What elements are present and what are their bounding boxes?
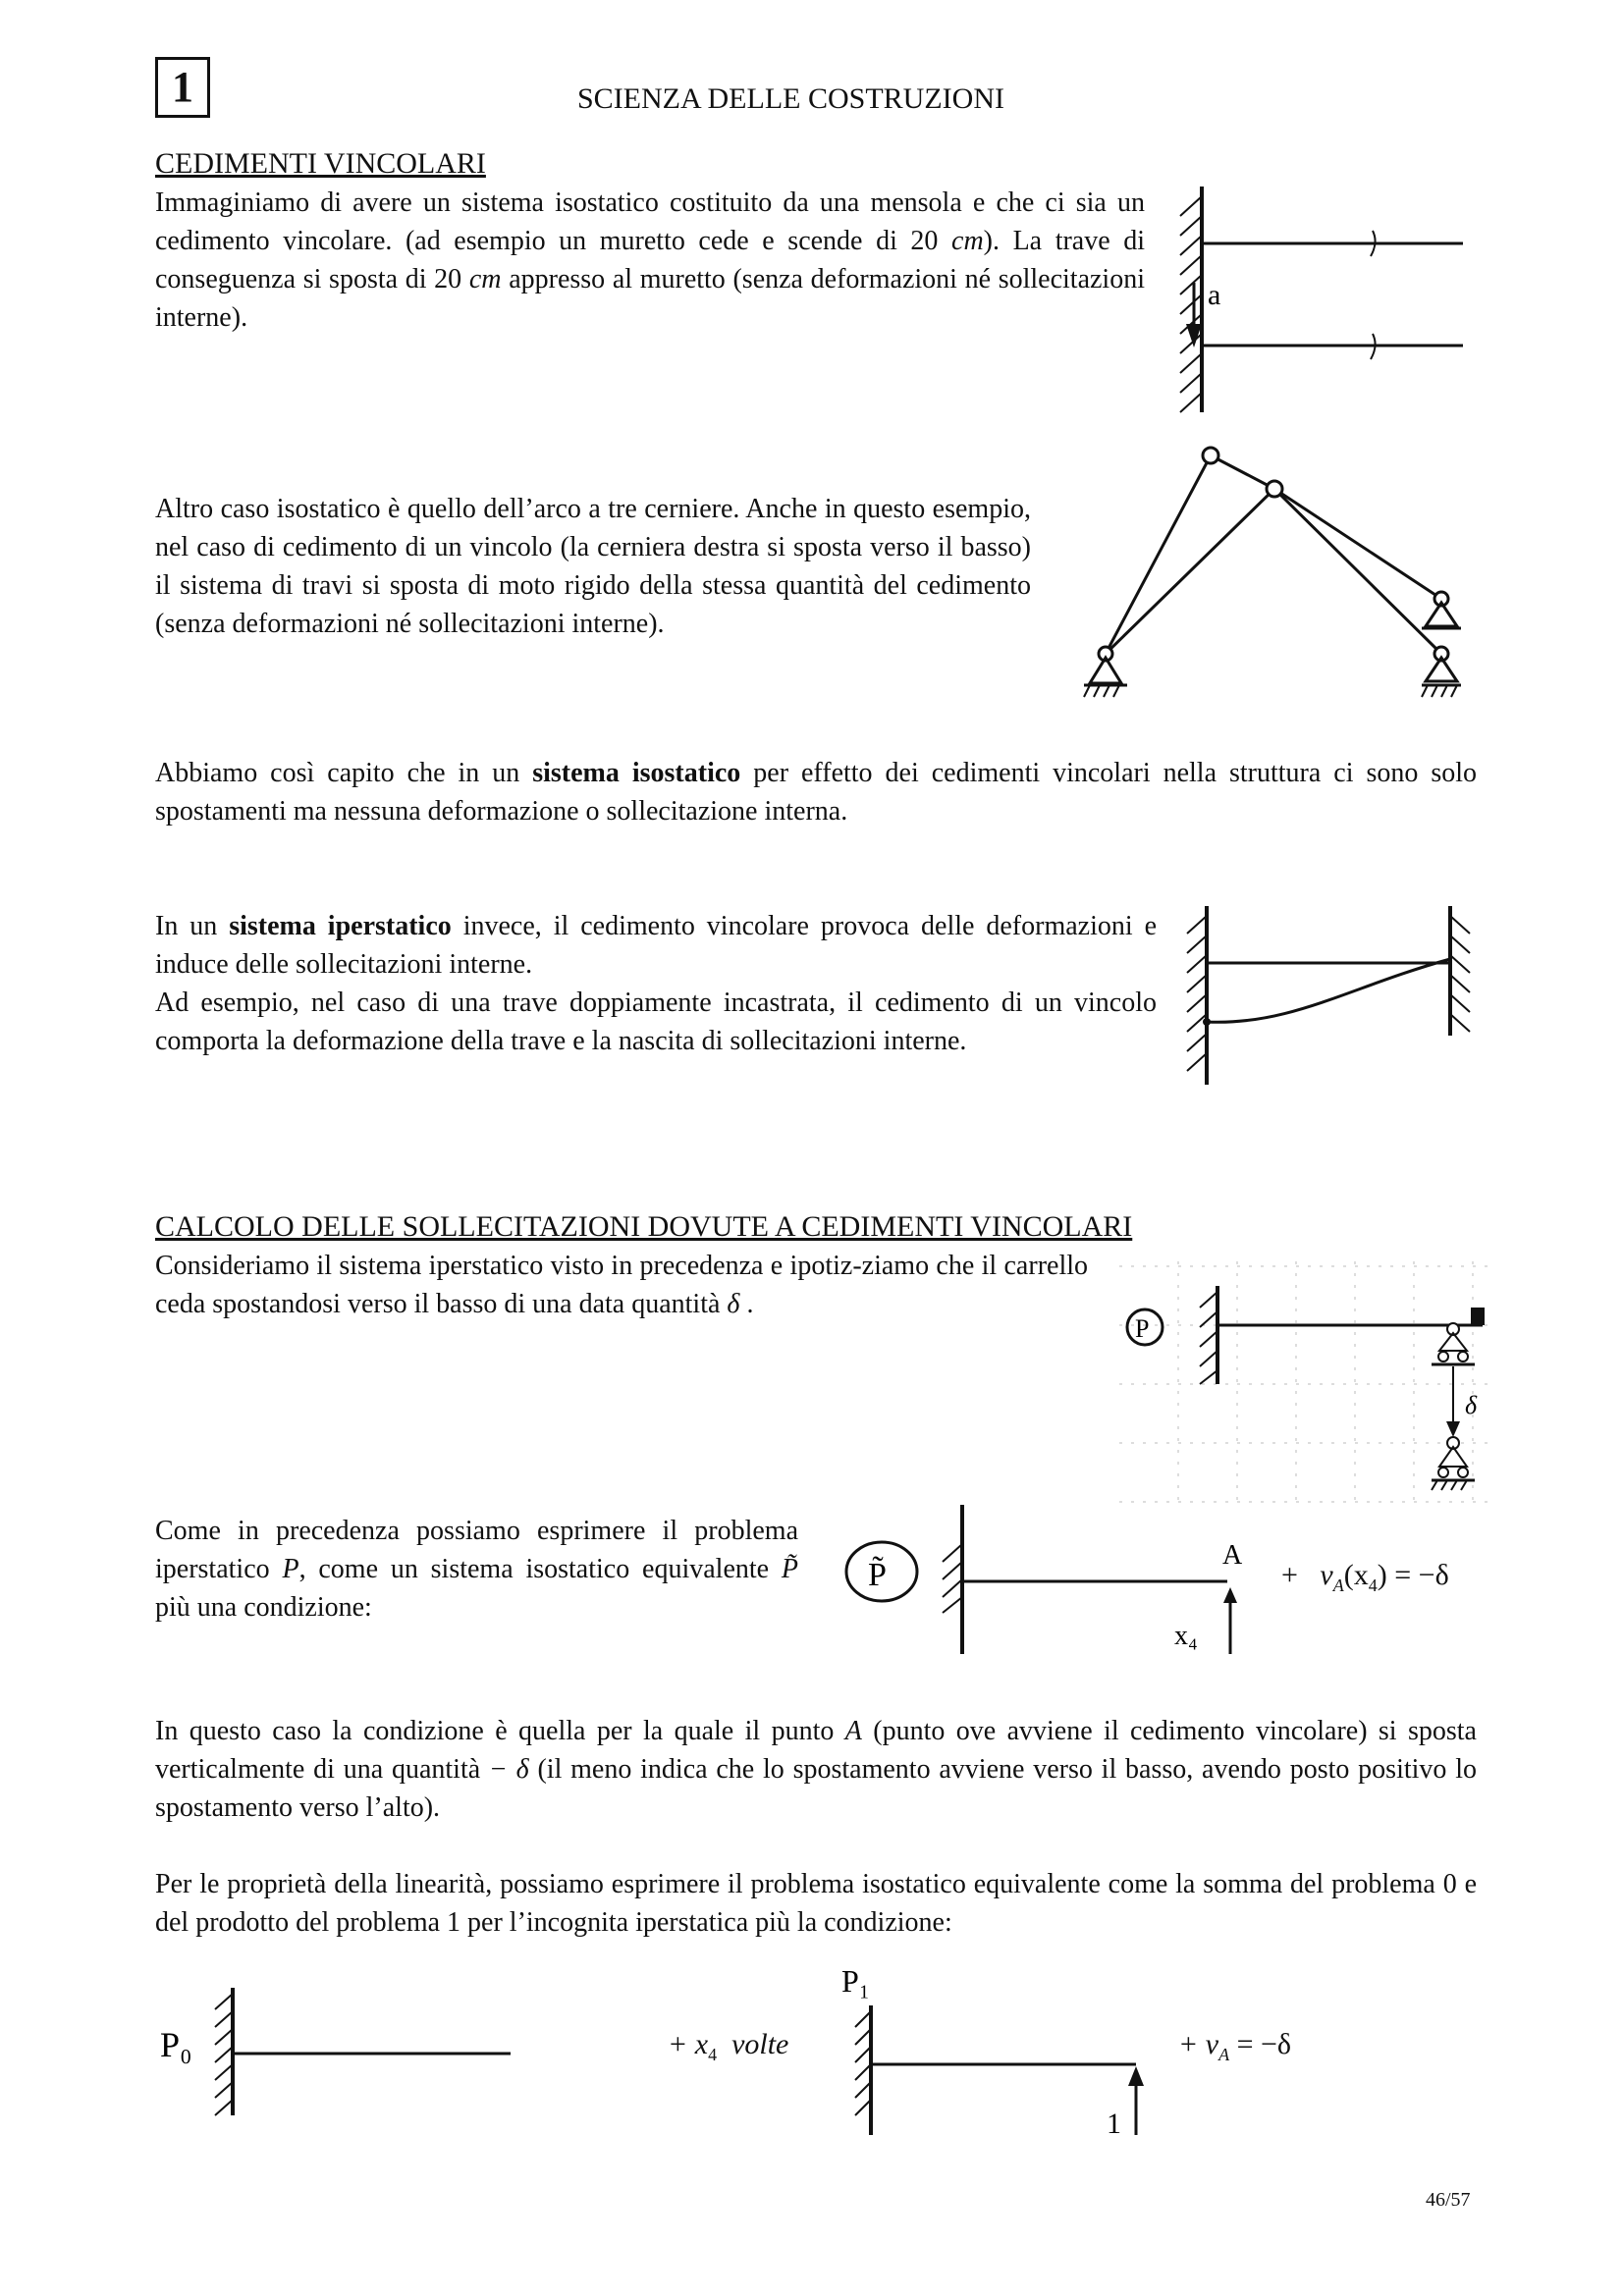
paragraph-equivalent-system: Come in precedenza possiamo esprimere il problema iperstatico P, come un sistema isostatico equivalente P̃ più una condizione:: [155, 1516, 799, 1623]
page-number: 46/57: [1426, 2189, 1471, 2211]
condition-equation: + $v_A(x_4) = -\delta$: [1281, 1559, 1449, 1595]
section-heading-cedimenti: CEDIMENTI VINCOLARI: [155, 147, 486, 180]
course-title: SCIENZA DELLE COSTRUZIONI: [577, 82, 1004, 115]
figure-cantilever-settlement: [1159, 177, 1483, 422]
unit-force-label: 1: [1107, 2108, 1121, 2140]
paragraph-condition-explained: In questo caso la condizione è quella per la quale il punto A (punto ove avviene il cedimento vincolare) si sposta verticalmente di una quantità − δ (il meno indica che lo spostamento avviene verso il basso, avendo posto positivo lo spostamento verso l’alto).: [155, 1716, 1477, 1823]
settlement-delta-label: δ: [1465, 1391, 1478, 1419]
paragraph-carrello: Consideriamo il sistema iperstatico visto in precedenza e ipotiz-ziamo che il carrello ceda spostandosi verso il basso di una data quantità δ .: [155, 1251, 1088, 1319]
section-heading-calcolo: CALCOLO DELLE SOLLECITAZIONI DOVUTE A CEDIMENTI VINCOLARI: [155, 1210, 1133, 1243]
problem-0-label: P₀: [160, 2025, 192, 2064]
figure-doubly-clamped-beam: [1173, 898, 1497, 1095]
problem-ptilde-label: P̃: [868, 1557, 887, 1593]
paragraph-hyperstatic: In un sistema iperstatico invece, il cedimento vincolare provoca delle deformazioni e induce delle sollecitazioni interne. Ad esempio, nel caso di una trave doppiamente incastrata, il cedimento di un vincolo comporta la deformazione della trave e la nascita di sollecitazioni interne.: [155, 911, 1158, 1056]
point-a-label: A: [1222, 1540, 1243, 1571]
final-condition: + $v_A = -\delta$: [1178, 2028, 1292, 2064]
paragraph-three-hinged-arch: Altro caso isostatico è quello dell’arco a tre cerniere. Anche in questo esempio, nel caso di cedimento di un vincolo (la cerniera destra si sposta verso il basso) il sistema di travi si sposta di moto rigido della stessa quantità del cedimento (senza deformazioni né sollecitazioni interne).: [155, 494, 1031, 639]
figure-problem-0: [152, 1968, 525, 2125]
paragraph-linearity: Per le proprietà della linearità, possiamo esprimere il problema isostatico equivalente come la somma del problema 0 e del prodotto del problema 1 per l’incognita iperstatica più la condizione:: [155, 1869, 1477, 1938]
term-x4-volte: + $x_4$ volte: [668, 2028, 789, 2064]
figure-hyperstatic-settlement: [1109, 1256, 1502, 1517]
problem-1-label: P₁: [841, 1963, 870, 1999]
unknown-x4-label: x₄: [1174, 1621, 1198, 1651]
paragraph-mensola: Immaginiamo di avere un sistema isostatico costituito da una mensola e che ci sia un cedimento vincolare. (ad esempio un muretto cede e scende di 20 cm). La trave di conseguenza si sposta di 20 cm appresso al muretto (senza deformazioni né sollecitazioni interne).: [155, 187, 1146, 333]
chapter-number-box: [155, 57, 210, 118]
figure-three-hinged-arch: [1070, 432, 1502, 726]
problem-p-label: P: [1135, 1314, 1150, 1343]
paragraph-isostatic-conclusion: Abbiamo così capito che in un sistema isostatico per effetto dei cedimenti vincolari nella struttura ci sono solo spostamenti ma nessuna deformazione o sollecitazione interna.: [155, 758, 1478, 827]
chapter-number: 1: [172, 63, 193, 111]
figure-equivalent-isostatic: [835, 1497, 1247, 1664]
figure-problem-1: [830, 1949, 1163, 2145]
settlement-label: a: [1208, 279, 1221, 311]
